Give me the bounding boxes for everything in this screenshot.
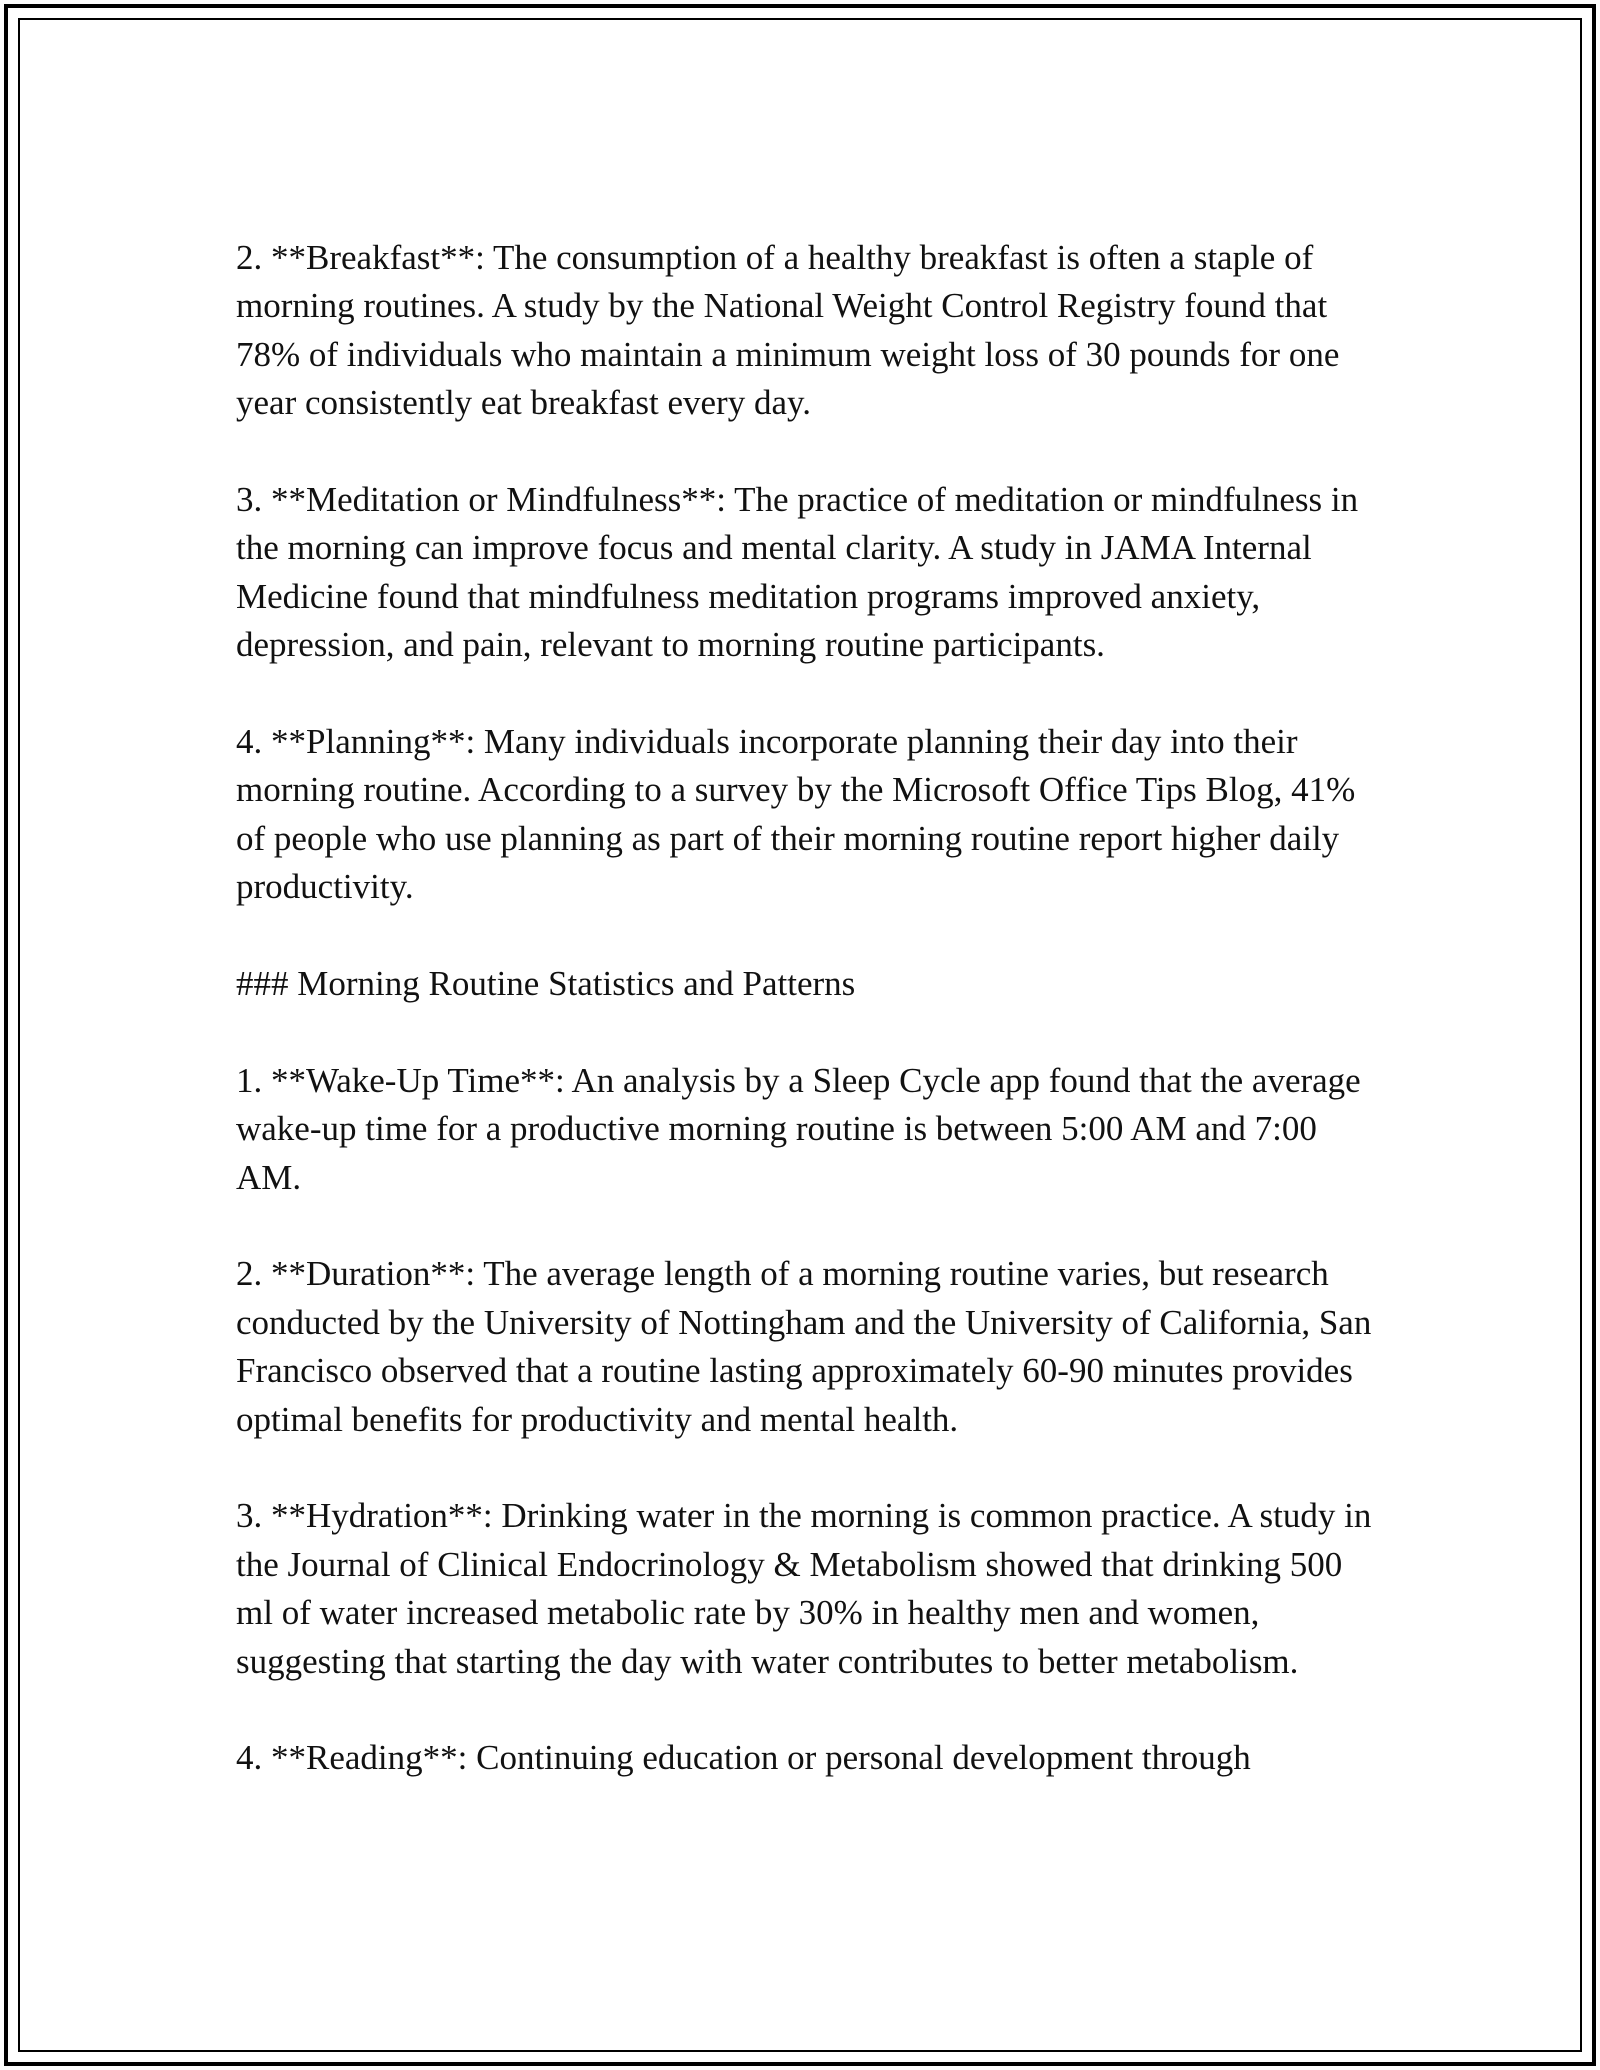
paragraph-reading: 4. **Reading**: Continuing education or personal development through	[236, 1738, 1251, 1778]
paragraph-breakfast: 2. **Breakfast**: The consumption of a healthy breakfast is often a staple of morning routines. A study by the National Weight Control Registry found that 78% of individuals who maintain a minimum weight loss of 30 pounds for one year consistently eat breakfast every day.	[236, 238, 1340, 423]
document-body	[236, 234, 1376, 1831]
paragraph-duration: 2. **Duration**: The average length of a morning routine varies, but research conducted by the University of Nottingham and the University of California, San Francisco observed that a routine lasting approximately 60-90 minutes provides optimal benefits for productivity and mental health.	[236, 1254, 1372, 1439]
paragraph-meditation: 3. **Meditation or Mindfulness**: The practice of meditation or mindfulness in the morning can improve focus and mental clarity. A study in JAMA Internal Medicine found that mindfulness meditation programs improved anxiety, depression, and pain, relevant to morning routine participants.	[236, 480, 1359, 665]
paragraph-wake-up-time: 1. **Wake-Up Time**: An analysis by a Sleep Cycle app found that the average wake-up time for a productive morning routine is between 5:00 AM and 7:00 AM.	[236, 1060, 1361, 1197]
paragraph-planning: 4. **Planning**: Many individuals incorporate planning their day into their morning routine. According to a survey by the Microsoft Office Tips Blog, 41% of people who use planning as part of their morning routine report higher daily productivity.	[236, 722, 1356, 907]
section-heading-statistics: ### Morning Routine Statistics and Patterns	[236, 964, 856, 1004]
paragraph-hydration: 3. **Hydration**: Drinking water in the morning is common practice. A study in the Journal of Clinical Endocrinology & Metabolism showed that drinking 500 ml of water increased metabolic rate by 30% in healthy men and women, suggesting that starting the day with water contributes to better metabolism.	[236, 1496, 1372, 1681]
